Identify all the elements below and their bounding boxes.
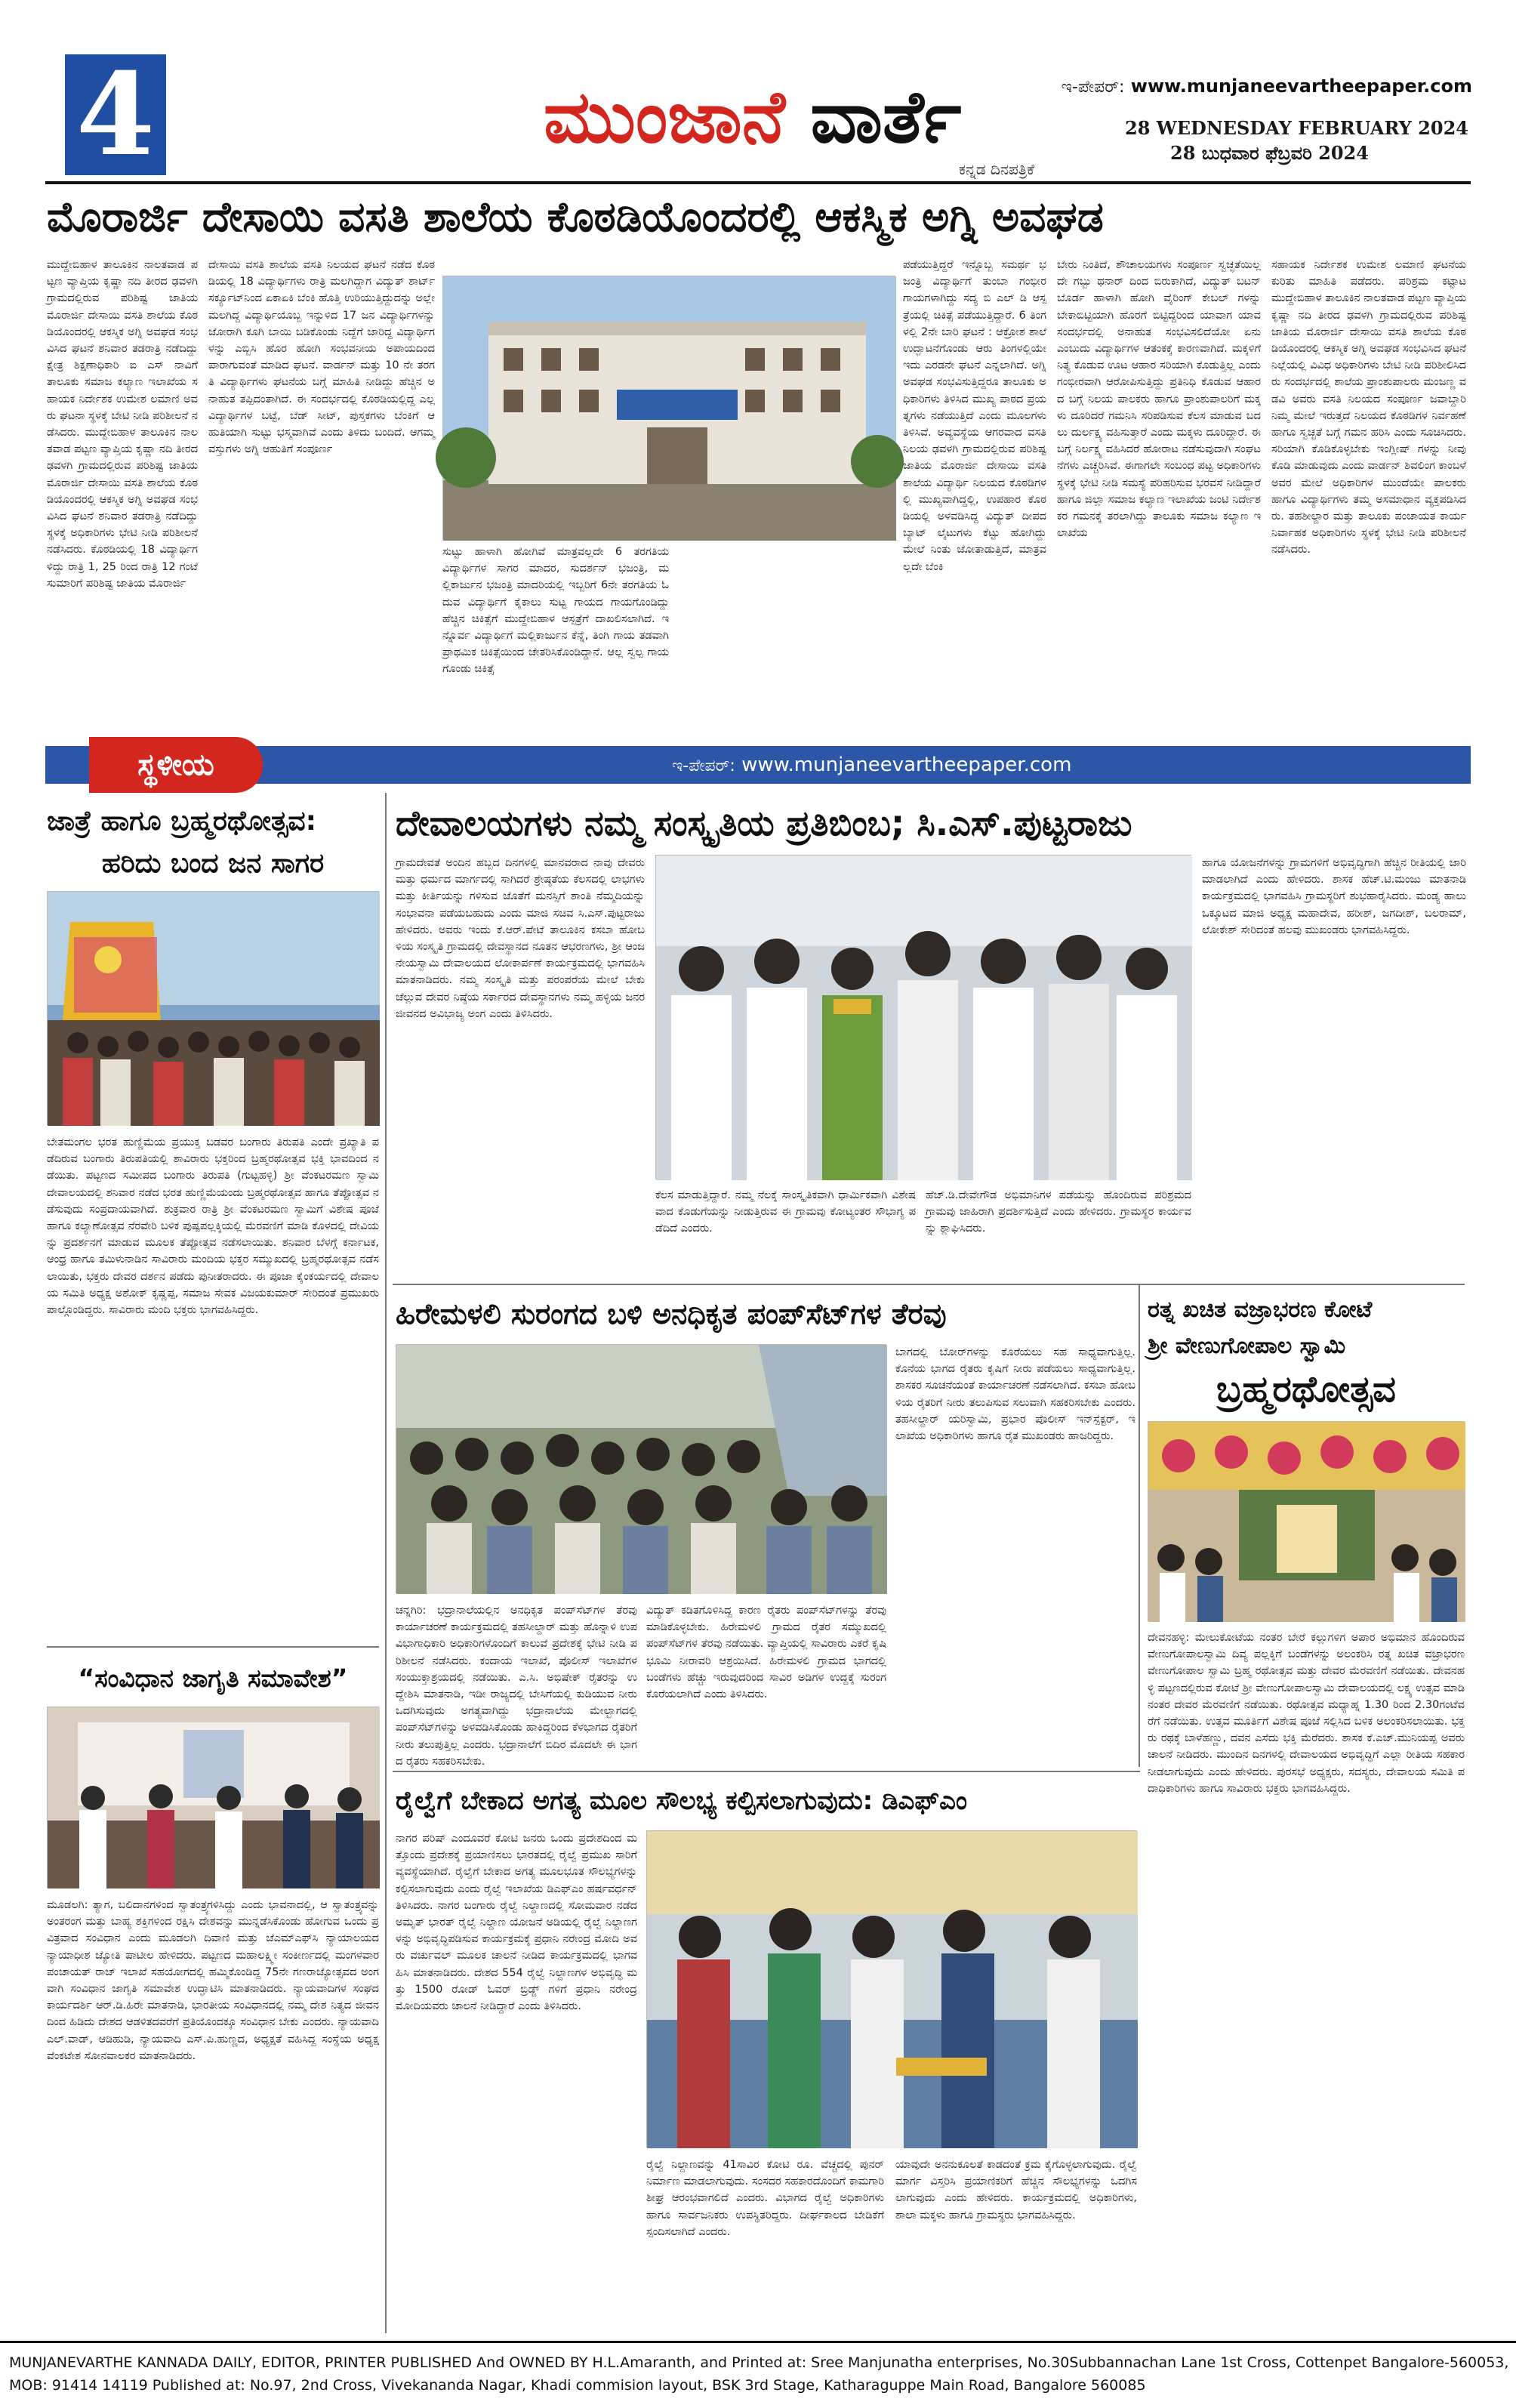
section-tag: ಸ್ಥಳೀಯ: [89, 737, 263, 793]
top-story-column-3: ಸುಟ್ಟು ಹಾಳಾಗಿ ಹೋಗಿವೆ ಮಾತ್ರವಲ್ಲದೇ 6 ತರಗತಿಯ ವಿದ್ಯಾರ್ಥಿಗಳ ಸಾಗರ ಮಾದರ, ಸುದರ್ಶನ್ ಭಜಂತ್ರಿ, ಮಲ್ಲಿಕಾರ್ಜುನ ಭಜಂತ್ರಿ ಮಾದರಿಯಲ್ಲಿ ಇಬ್ಬರಿಗೆ 6ನೇ ತರಗತಿಯ ಓದುವ ವಿದ್ಯಾರ್ಥಿಗೆ ಕೈಕಾಲು ಸುಟ್ಟ ಗಾಯದ ಗಾಯಗೊಂಡಿದ್ದು ಹೆಚ್ಚಿನ ಚಿಕಿತ್ಸೆಗೆ ಮುದ್ದೇಬಿಹಾಳ ಆಸ್ಪತ್ರೆಗೆ ದಾಖಲಿಸಲಾಗಿದೆ. ಇನ್ನೊರ್ವ ವಿದ್ಯಾರ್ಥಿಗೆ ಮಲ್ಲಿಕಾರ್ಜುನ ಕೆನ್ನೆ, ತಿಂಗಿ ಗಾಯ ತಡವಾಗಿ ಪ್ರಾಥಮಿಕ ಚಿಕಿತ್ಸೆಯಿಂದ ಚೇತರಿಸಿಕೊಂಡಿದ್ದಾನೆ. ಆಲ್ಲ ಸ್ವಲ್ಪ ಗಾಯಗೊಂಡು ಚಿಕಿತ್ಸೆ: [442, 546, 669, 676]
venugopala-body: ದೇವನಹಳ್ಳಿ: ಮೇಲುಕೋಟೆಯ ನಂತರ ಬೇರೆ ಕಲ್ಲುಗಳಿಗ ಅಪಾರ ಅಭಿಮಾನ ಹೊಂದಿರುವ ವೇಣುಗೋಪಾಲಸ್ವಾಮಿ ದಿವ್ಯ ಪಲ್ಲಕ್ಕಿಗೆ ಬಂಡೆಗಳನ್ನು ಅಲಂಕರಿಸಿ ರತ್ನ ಖಚಿತ ವಜ್ರಾಭರಣ ವೇಣುಗೋಪಾಲ ಸ್ವಾಮಿ ಬ್ರಹ್ಮ ರಥೋತ್ಸವ ಮತ್ತು ದೇವರ ಮೆರವಣಿಗೆ ನಡೆಯಿತು. ದೇವನಹಳ್ಳಿ ಪಟ್ಟಣದಲ್ಲಿರುವ ಕೋಟೆ ಶ್ರೀ ವೇಣುಗೋಪಾಲಸ್ವಾಮಿ ದೇವಾಲಯದಲ್ಲಿ ಲಕ್ಷ್ಯ ಉತ್ಸವ ಮಾಡಿ ನಂತರ ದೇವರ ಮೆರವಣಿಗೆ ನಡೆಯಿತು. ರಥೋತ್ಸವ ಮಧ್ಯಾಹ್ನ 1.30 ರಿಂದ 2.30ಗಂಟೆವರೆಗೆ ನಡೆಯಿತು. ಉತ್ಸವ ಮೂರ್ತಿಗೆ ವಿಶೇಷ ಪೂಜೆ ಸಲ್ಲಿಸಿದ ಬಳಿಕ ಅಲಂಕರಿಸಲಾಯಿತು. ಭಕ್ತರು ರಥಕ್ಕೆ ಬಾಳೆಹಣ್ಣು, ದವನ ಎಸೆದು ಭಕ್ತಿ ಮೆರೆದರು. ಶಾಸಕ ಕೆ.ಎಚ್.ಮುನಿಯಪ್ಪ ಅವರು ಚಾಲನೆ ನೀಡಿದರು. ಮುಂದಿನ ದಿನಗಳಲ್ಲಿ ದೇವಾಲಯದ ಅಭಿವೃದ್ಧಿಗೆ ಎಲ್ಲಾ ರೀತಿಯ ಸಹಕಾರ ನೀಡಲಾಗುವುದು ಎಂದು ಹೇಳಿದರು. ಪುರಸಭೆ ಅಧ್ಯಕ್ಷರು, ಸದಸ್ಯರು, ದೇವಾಲಯ ಸಮಿತಿ ಪದಾಧಿಕಾರಿಗಳು ಹಾಗೂ ಸಾವಿರಾರು ಭಕ್ತರು ಭಾಗವಹಿಸಿದ್ದರು.: [1148, 1632, 1465, 1795]
samvidhana-stage-photo: [47, 1707, 379, 1888]
epaper-header: [1019, 76, 1472, 97]
venugopala-chariot-illustration: [1148, 1422, 1465, 1622]
suranga-column-1: ಚನ್ನಗಿರಿ: ಭದ್ರಾನಾಲೆಯಲ್ಲಿನ ಅನಧಿಕೃತ ಪಂಪ್‌ಸೆಟ್‌ಗಳ ತೆರವು ಕಾರ್ಯಾಚರಣೆ ಕಾರ್ಯಕ್ರಮದಲ್ಲಿ ತಹಸೀಲ್ದಾರ್ ಮತ್ತು ಹೊನ್ನಾಳಿ ಉಪವಿಭಾಗಾಧಿಕಾರಿ ಅಧಿಕಾರಿಗಳೊಂದಿಗೆ ಕಾಲುವೆ ಪ್ರದೇಶಕ್ಕೆ ಭೇಟಿ ನೀಡಿ ಪರಿಶೀಲನೆ ನಡೆಸಿದರು. ಕಂದಾಯ ಇಲಾಖೆ, ಪೊಲೀಸ್ ಇಲಾಖೆಗಳ ಸಂಯುಕ್ತಾಶ್ರಯದಲ್ಲಿ ನಡೆಯಿತು. ಎ.ಸಿ. ಅಭಿಷೇಕ್ ರೈತರನ್ನು ಉದ್ದೇಶಿಸಿ ಮಾತನಾಡಿ, ಇಡೀ ರಾಜ್ಯದಲ್ಲಿ ಬೇಸಿಗೆಯಲ್ಲಿ ಕುಡಿಯುವ ನೀರು ಒದಗಿಸುವುದು ಅಗತ್ಯವಾಗಿದ್ದು ಭದ್ರಾನಾಲೆಯ ಮೇಲ್ಭಾಗದಲ್ಲಿ ಪಂಪ್‌ಸೆಟ್‌ಗಳನ್ನು ಅಳವಡಿಸಿಕೊಂಡು ಹಾಕಿದ್ದರಿಂದ ಕೆಳಭಾಗದ ರೈತರಿಗೆ ನೀರು ತಲುಪುತ್ತಿಲ್ಲ ಎಂದರು. ಭದ್ರಾನಾಲೆಗೆ ಬಿದಿರ ಮೊದಲೇ ಈ ಭಾಗದ ರೈತರು ಸಹಕರಿಸಬೇಕು.: [396, 1605, 637, 1768]
newspaper-title: [544, 76, 1012, 159]
railway-column-3: ಯಾವುದೇ ಅನನುಕೂಲತೆ ಕಾಡದಂತೆ ಕ್ರಮ ಕೈಗೊಳ್ಳಲಾಗುವುದು. ರೈಲ್ವೆ ಮಾರ್ಗ ವಿಸ್ತರಿಸಿ ಪ್ರಯಾಣಿಕರಿಗೆ ಹೆಚ್ಚಿನ ಸೌಲಭ್ಯಗಳನ್ನು ಒದಗಿಸಲಾಗುವುದು ಎಂದು ಹೇಳಿದರು. ಕಾರ್ಯಕ್ರಮದಲ್ಲಿ ಅಧಿಕಾರಿಗಳು, ಶಾಲಾ ಮಕ್ಕಳು ಹಾಗೂ ಗ್ರಾಮಸ್ಥರು ಭಾಗವಹಿಸಿದ್ದರು.: [895, 2159, 1137, 2221]
samvidhana-headline: “ಸಂವಿಧಾನ ಜಾಗೃತಿ ಸಮಾವೇಶ”: [78, 1663, 348, 1693]
venugopala-headline-line1: ರತ್ನ ಖಚಿತ ವಜ್ರಾಭರಣ ಕೋಟೆ: [1148, 1296, 1373, 1323]
top-story-column-6: ಸಹಾಯಕ ನಿರ್ದೇಶಕ ಉಮೇಶ ಲಮಾಣಿ ಘಟನೆಯ ಕುರಿತು ಮಾಹಿತಿ ಪಡೆದರು. ಪರಿಶ್ರಮ ಕಟ್ಟಾಟ ಮುದ್ದೇಬಿಹಾಳ ತಾಲೂಕಿನ ನಾಲತವಾಡ ಪಟ್ಟಣ ವ್ಯಾಪ್ತಿಯ ಕೃಷ್ಣಾ ನದಿ ತೀರದ ಢವಳಗಿ ಗ್ರಾಮದಲ್ಲಿರುವ ಪರಿಶಿಷ್ಟ ಜಾತಿಯ ಮೊರಾರ್ಜಿ ದೇಸಾಯಿ ವಸತಿ ಶಾಲೆಯ ಕೊಠಡಿಯೊಂದರಲ್ಲಿ ಆಕಸ್ಮಿಕ ಅಗ್ನಿ ಅವಘಡ ಸಂಭವಿಸಿದ ಘಟನೆ ನಿಲ್ಲೆಯಲ್ಲಿ ವಿವಿಧ ಅಧಿಕಾರಿಗಳು ಬೇಟಿ ನೀಡಿ ಪರಿಶೀಲಿಸಿದರು ಸಂದರ್ಭದಲ್ಲಿ ಶಾಲೆಯ ಪ್ರಾಂಶುಪಾಲರು ಮಂಜಣ್ಣ ವಡವಿ ಅವರು ವಸತಿ ನಿಲಯದ ಸಂಪೂರ್ಣ ಜವಾಬ್ದಾರಿ ನಿಮ್ಮ ಮೇಲೆ ಇರುತ್ತದೆ ನಿಲಯದ ಕೊಠಡಿಗಳ ನಿರ್ವಹಣೆ ಹಾಗೂ ಸ್ವಚ್ಛತೆ ಬಗ್ಗೆ ಗಮನ ಹರಿಸಿ ಎಂದು ಸೂಚಿಸಿದರು. ಸರಿಯಾಗಿ ಕೊಡಿಕೊಳ್ಳಬೇಕು ಇಂಗ್ಲೀಷ್ ಗಳನ್ನು ನೀವು ಕೊಡಿ ಮಾಡುವುದು ಎಂದು ವಾರ್ಡನ್ ಶಿವಲಿಂಗ ಕಾಂಬಳೆ ಅವರ ಮೇಲೆ ಅಧಿಕಾರಿಗಳ ಮುಂದೆಯೇ ಪಾಲಕರು ಹಾಗೂ ವಿದ್ಯಾರ್ಥಿಗಳು ತಮ್ಮ ಅಸಮಾಧಾನ ವ್ಯಕ್ತಪಡಿಸಿದರು. ತಹಶೀಲ್ದಾರ ಮತ್ತು ತಾಲೂಕು ಪಂಚಾಯತ ಕಾರ್ಯನಿರ್ವಾಹಕ ಅಧಿಕಾರಿಗಳು ಸ್ಥಳಕ್ಕೆ ಭೇಟಿ ನೀಡಿ ಪರಿಶೀಲನೆ ನಡೆಸಿದರು.: [1271, 259, 1466, 557]
section-epaper: [672, 751, 1216, 781]
venugopala-chariot-photo: [1148, 1421, 1465, 1621]
top-story-column-2b: [278, 393, 433, 536]
railway-column-1: ನಾಗರ ಪರಿಷ್ ಎಂದೂವರೆ ಕೋಟಿ ಜನರು ಒಂದು ಪ್ರದೇಶದಿಂದ ಮತ್ತೊಂದು ಪ್ರದೇಶಕ್ಕೆ ಪ್ರಯಾಣಿಸಲು ಭಾರತದಲ್ಲಿ ರೈಲ್ವೆ ಪ್ರಮುಖ ಸಾರಿಗೆ ವ್ಯವಸ್ಥೆಯಾಗಿದೆ. ರೈಲ್ವೆಗೆ ಬೇಕಾದ ಅಗತ್ಯ ಮೂಲಭೂತ ಸೌಲಭ್ಯಗಳನ್ನು ಕಲ್ಪಿಸಲಾಗುವುದು ಎಂದು ರೈಲ್ವೆ ಇಲಾಖೆಯ ಡಿಎಫ್ಎಂ ಹರ್ಷವರ್ಧನ್ ತಿಳಿಸಿದರು. ನಾಗರ ಬಂಗಾರು ರೈಲ್ವೆ ನಿಲ್ದಾಣದಲ್ಲಿ ಸೋಮವಾರ ನಡೆದ ಅಮೃತ್ ಭಾರತ್ ರೈಲ್ವೆ ನಿಲ್ದಾಣ ಯೋಜನೆ ಅಡಿಯಲ್ಲಿ ರೈಲ್ವೆ ನಿಲ್ದಾಣಗಳನ್ನು ಅಭಿವೃದ್ಧಿಪಡಿಸುವ ಕಾರ್ಯಕ್ರಮಕ್ಕೆ ಪ್ರಧಾನಿ ನರೇಂದ್ರ ಮೋದಿ ಅವರು ವರ್ಚುವಲ್ ಮೂಲಕ ಚಾಲನೆ ನೀಡಿದ ಕಾರ್ಯಕ್ರಮದಲ್ಲಿ ಭಾಗವಹಿಸಿ ಮಾತನಾಡಿದರು. ದೇಶದ 554 ರೈಲ್ವೆ ನಿಲ್ದಾಣಗಳ ಅಭಿವೃದ್ಧಿ ಮತ್ತು 1500 ರೋಡ್ ಓವರ್ ಬ್ರಿಡ್ಜ್ ಗಳಿಗೆ ಪ್ರಧಾನಿ ನರೇಂದ್ರ ಮೋದಿಯವರು ಚಾಲನೆ ನೀಡಿದ್ದಾರೆ ಎಂದು ತಿಳಿಸಿದರು.: [396, 1833, 637, 2013]
section-epaper-url[interactable]: www.munjaneevartheepaper.com: [741, 754, 1072, 776]
samvidhana-body: ಮೂಡಲಗಿ: ತ್ಯಾಗ, ಬಲಿದಾನಗಳಿಂದ ಸ್ವಾತಂತ್ರ್ಯಗಳಿಸಿದ್ದು ಎಂದು ಭಾವನಾದಲ್ಲಿ, ಆ ಸ್ವಾತಂತ್ರ್ಯವನ್ನು ಅಂತರಂಗ ಮತ್ತು ಬಾಹ್ಯ ಶಕ್ತಿಗಳಿಂದ ರಕ್ಷಿಸಿ ದೇಶವನ್ನು ಮುನ್ನಡೆಸಿಕೊಂಡು ಹೋಗುವ ಒಂದು ಪ್ರವಿತ್ರವಾದ ಸಂವಿಧಾನ ಎಂದು ಮೂಡಲಗಿ ದಿವಾಣಿ ಮತ್ತು ಜೆಎಮ್‌ಎಫ್‌ಸಿ ನ್ಯಾಯಾಲಯದ ನ್ಯಾಯಾಧೀಶ ಜ್ಯೋತಿ ಪಾಟೀಲ ಹೇಳಿದರು. ಪಟ್ಟಣದ ಮಹಾಲಕ್ಷ್ಮೀ ಸಂಕೀರ್ಣದಲ್ಲಿ ಮಂಗಳವಾರ ಪಂಚಾಯತ್ ರಾಜ್ ಇಲಾಖೆ ಸಹಯೋಗದಲ್ಲಿ ಹಮ್ಮಿಕೊಂಡಿದ್ದ 75ನೇ ಗಣರಾಜ್ಯೋತ್ಸವದ ಅಂಗವಾಗಿ ಸಂವಿಧಾನ ಜಾಗೃತಿ ಸಮಾವೇಶ ಉದ್ಘಾಟಿಸಿ ಮಾತನಾಡಿದರು. ನ್ಯಾಯವಾದಿಗಳ ಸಂಘದ ಕಾರ್ಯದರ್ಶಿ ಆರ್.ಡಿ.ಹಿರೇ ಮಾತನಾಡಿ, ಭಾರತೀಯ ಸಂವಿಧಾನದಲ್ಲಿ ನಮ್ಮ ದೇಶ ನಿತ್ಯದ ಜೀವನದಿಂದ ಹಿಡಿದು ದೇಶದ ಆಡಳಿತದವರೆಗೆ ಪ್ರತಿಯೊಂದಕ್ಕೂ ಸಂವಿಧಾನ ಬೇಕು ಎಂದರು. ನ್ಯಾಯವಾದಿ ಎಲ್.ವಾಡ್, ಆಡಿಹುಡಿ, ನ್ಯಾಯವಾದಿ ಎಸ್.ಪಿ.ಹುಣ್ಣದ, ಅಧ್ಯಕ್ಷತೆ ವಹಿಸಿದ್ದ ಸಂಸ್ಥೆಯ ಅಧ್ಯಕ್ಷ ವೆಂಕಟೇಶ ಸೋನವಾಲಕರ ಮಾತನಾಡಿದರು.: [47, 1899, 379, 2062]
railway-ceremony-illustration: [647, 1831, 1138, 2148]
footer-imprint: [9, 2351, 1511, 2397]
school-building-photo: [442, 276, 895, 540]
top-story-column-4b: [679, 544, 891, 732]
top-story-column-4: ಪಡೆಯುತ್ತಿದ್ದರೆ ಇನ್ನೊಬ್ಬ ಸಮರ್ಥ ಭಜಂತ್ರಿ ವಿದ್ಯಾರ್ಥಿಗೆ ತುಂಬಾ ಗಂಭೀರ ಗಾಯಗಳಾಗಿದ್ದು ಸದ್ಯ ಬಿ ಎಲ್ ಡಿ ಆಸ್ಪತ್ರೆಯಲ್ಲಿ ಚಿಕಿತ್ಸೆ ಪಡೆಯುತ್ತಿದ್ದಾರೆ. 6 ತಿಂಗಳಲ್ಲಿ 2ನೇ ಬಾರಿ ಘಟನೆ : ಆಕ್ರೋಶ ಶಾಲೆ ಉದ್ಘಾಟನೆಗೊಂಡು ಆರು ತಿಂಗಳಲ್ಲಿಯೇ ಇದು ಎರಡನೇ ಘಟನೆ ಎನ್ನಲಾಗಿದೆ. ಅಗ್ನಿ ಅವಘಡ ಸಂಭವಿಸುತ್ತಿದ್ದರೂ ತಾಲೂಕು ಅಧಿಕಾರಿಗಳು ತಿಳಿಸಿದ ಮುಖ್ಯ ಪಾಠದ ಪ್ರಯತ್ನಗಳು ನಡೆಯುತ್ತಿದೆ ಎಂದು ಮೂಲಗಳು ತಿಳಿಸಿವೆ. ಅವ್ಯವಸ್ಥೆಯ ಆಗರವಾದ ವಸತಿ ನಿಲಯ ಢವಳಗಿ ಗ್ರಾಮದಲ್ಲಿರುವ ಪರಿಶಿಷ್ಟ ಜಾತಿಯ ಮೊರಾರ್ಜಿ ದೇಸಾಯಿ ವಸತಿ ಶಾಲೆಯ ವಿದ್ಯಾರ್ಥಿ ನಿಲಯದ ಕೊಠಡಿಗಳಲ್ಲಿ ಮುಖ್ಯವಾಗಿದ್ದಲ್ಲಿ, ಉಪಹಾರ ಕೊಠಡಿಯಲ್ಲಿ ಅಳವಡಿಸಿದ್ದ ವಿದ್ಯುತ್ ದೀಪದ ಬ್ಯಾಟ್ ಲೈಟುಗಳು ಕೆಟ್ಟು ಹೋಗಿದ್ದು ಮೇಲೆ ನಿಂತು ಜೋತಾಡುತ್ತಿದೆ, ಮಾತ್ರವಲ್ಲದೇ ಬೆಂಕಿ: [903, 259, 1046, 573]
school-building-illustration: [443, 276, 896, 541]
suranga-column-3: ಬಾಗದಲ್ಲಿ ಬೋರ್‌ಗಳನ್ನು ಕೊರೆಯಲು ಸಹ ಸಾಧ್ಯವಾಗುತ್ತಿಲ್ಲ. ಕೊನೆಯ ಭಾಗದ ರೈತರು ಕೃಷಿಗೆ ನೀರು ಪಡೆಯಲು ಸಾಧ್ಯವಾಗುತ್ತಿಲ್ಲ. ಶಾಸಕರ ಸೂಚನೆಯಂತೆ ಕಾರ್ಯಾಚರಣೆ ನಡೆಸಲಾಗಿದೆ. ಕಸಬಾ ಹೋಬಳಿಯ ರೈತರಿಗೆ ನೀರು ತಲುಪಿಸುವ ಸಲುವಾಗಿ ಸಹಕರಿಸಬೇಕು ಎಂದರು. ತಹಸೀಲ್ದಾರ್ ಯರಿಸ್ವಾಮಿ, ಪ್ರಭಾರ ಪೊಲೀಸ್ ಇನ್‌ಸ್ಪೆಕ್ಟರ್, ಇಲಾಖೆಯ ಅಧಿಕಾರಿಗಳು ಹಾಗೂ ರೈತ ಮುಖಂಡರು ಹಾಜರಿದ್ದರು.: [895, 1346, 1135, 1443]
devalaya-dignitaries-photo: [655, 855, 1191, 1179]
railway-column-2: ರೈಲ್ವೆ ನಿಲ್ದಾಣವನ್ನು 41ಸಾವಿರ ಕೋಟಿ ರೂ. ವೆಚ್ಚದಲ್ಲಿ ಪುನರ್ ನಿರ್ಮಾಣ ಮಾಡಲಾಗುವುದು. ಸಂಸದರ ಸಹಕಾರದೊಂದಿಗೆ ಕಾಮಗಾರಿ ಶೀಘ್ರ ಆರಂಭವಾಗಲಿದೆ ಎಂದರು. ವಿಭಾಗದ ರೈಲ್ವೆ ಅಧಿಕಾರಿಗಳು ಹಾಗೂ ಸಾರ್ವಜನಿಕರು ಉಪಸ್ಥಿತರಿದ್ದರು. ದೀರ್ಘಕಾಲದ ಬೇಡಿಕೆಗೆ ಸ್ಪಂದಿಸಲಾಗಿದೆ ಎಂದರು.: [646, 2159, 884, 2238]
column-divider-left: [385, 793, 387, 2333]
row-divider-2: [393, 1771, 1140, 1772]
epaper-label: ಇ-ಪೇಪರ್:: [1061, 78, 1125, 97]
masthead-rule: [45, 181, 1471, 184]
railway-ceremony-photo: [646, 1830, 1137, 2147]
section-epaper-label: ಇ-ಪೇಪರ್:: [672, 757, 735, 775]
devalaya-column-2: ಕೆಲಸ ಮಾಡುತ್ತಿದ್ದಾರೆ. ನಮ್ಮ ನೆಲಕ್ಕೆ ಸಾಂಸ್ಕೃತಿಕವಾಗಿ ಧಾರ್ಮಿಕವಾಗಿ ವಿಶೇಷವಾದ ಕೊಡುಗೆಯನ್ನು ನೀಡುತ್ತಿರುವ ಈ ಗ್ರಾಮವು ಕೋಟ್ಯಂತರ ಸೌಭಾಗ್ಯ ಪಡೆದಿದೆ ಎಂದರು.: [655, 1189, 916, 1235]
newspaper-subtitle: ಕನ್ನಡ ದಿನಪತ್ರಿಕೆ: [959, 160, 1035, 178]
footer-line-1: MUNJANEVARTHE KANNADA DAILY, EDITOR, PRINTER PUBLISHED And OWNED BY H.L.Amaranth, and Printed at: Sree Manjunatha enterprises, No.30Subbannachan Lane 1st Cross, Cottenpet Bangalore-560053,: [9, 2354, 1509, 2371]
epaper-url[interactable]: www.munjaneevartheepaper.com: [1130, 76, 1472, 97]
footer-line-2: MOB: 91414 14119 Published at: No.97, 2nd Cross, Vivekananda Nagar, Khadi commision layout, BSK 3rd Stage, Katharaguppe Main Road, Bangalore 560085: [9, 2377, 1146, 2394]
column-divider-right: [1139, 1284, 1140, 1767]
suranga-headline: ಹಿರೇಮಳಲಿ ಸುರಂಗದ ಬಳಿ ಅನಧಿಕೃತ ಪಂಪ್‌ಸೆಟ್‌ಗಳ ತೆರವು: [396, 1297, 947, 1330]
devalaya-column-3: ಹೆಚ್.ಡಿ.ದೇವೇಗೌಡ ಅಭಿಮಾನಿಗಳ ಪಡೆಯನ್ನು ಹೊಂದಿರುವ ಪರಿಶ್ರಮದ ಗ್ರಾಮವು ಜಾಹಿರಾಗಿ ಪ್ರದರ್ಶಿಸುತ್ತಿದೆ ಎಂದು ಹೇಳಿದರು. ಗ್ರಾಮಸ್ಥರ ಕಾರ್ಯವನ್ನು ಶ್ಲಾಘಿಸಿದರು.: [926, 1189, 1191, 1235]
jatre-body: ಬೇತಮಂಗಲ ಭರತ ಹುಣ್ಣಿಮೆಯ ಪ್ರಯುಕ್ತ ಬಡವರ ಬಂಗಾರು ತಿರುಪತಿ ಎಂದೇ ಪ್ರಖ್ಯಾತಿ ಪಡೆದಿರುವ ಬಂಗಾರು ತಿರುಪತಿಯಲ್ಲಿ ಶಾವಿರಾರು ಭಕ್ತರಿಂದ ಬ್ರಹ್ಮರಥೋತ್ಸವ ಭಕ್ತಿ ಭಾವದಿಂದ ನಡೆಯಿತು. ಪಟ್ಟಣದ ಸಮೀಪದ ಬಂಗಾರು ತಿರುಪತಿ (ಗುಟ್ಟಹಳ್ಳಿ) ಶ್ರೀ ವೆಂಕಟರಮಣ ಸ್ವಾಮಿ ದೇವಾಲಯದಲ್ಲಿ ಶನಿವಾರ ನಡೆದ ಭರತ ಹುಣ್ಣಿಮೆಯಂದು ಬ್ರಹ್ಮರಥೋತ್ಸವ ಹಾಗೂ ತೆಪ್ಪೋತ್ಸವ ನಡೆಸುವುದು ಸಂಪ್ರದಾಯವಾಗಿದೆ. ಶುಕ್ರವಾರ ರಾತ್ರಿ ಶ್ರೀ ವೆಂಕಟರಮಣ ಸ್ವಾಮಿಗೆ ವಿಶೇಷ ಪೂಜೆ ಹಾಗೂ ಕಲ್ಯಾಣೋತ್ಸವ ನೆರವೇರಿ ಬಳಿಕ ಪುಷ್ಪಪಲ್ಲಕ್ಕಿಯಲ್ಲಿ ಮೆರವಣಿಗೆ ಮಾಡಿ ಕೊಳದಲ್ಲಿ ದೇವಿಯನ್ನು ಪ್ರದರ್ಶನಗೆ ಮಾಡುವ ಮೂಲಕ ತೆಪ್ಪೋತ್ಸವ ನಡೆಸಲಾಯಿತು. ಶನಿವಾರ ಬೆಳಗ್ಗೆ ಕರ್ನಾಟಕ, ಆಂಧ್ರ ಹಾಗೂ ತಮಿಳುನಾಡಿನ ಸಾವಿರಾರು ಮಂದಿಯ ಭಕ್ತರ ಸಮ್ಮುಖದಲ್ಲಿ ಬ್ರಹ್ಮರಥೋತ್ಸವ ನಡೆಸಲಾಯಿತು, ಭಕ್ತರು ದೇವರ ದರ್ಶನ ಪಡೆದು ಪುನೀತರಾದರು. ಈ ಪೂಜಾ ಕೈಂಕರ್ಯದಲ್ಲಿ ದೇವಾಲಯ ಸಮಿತಿ ಅಧ್ಯಕ್ಷ ಅಶೋಕ್ ಕೃಷ್ಣಪ್ಪ, ಸಮಾಜ ಸೇವಕ ವಿಜಯಕುಮಾರ್ ಸೇರಿದಂತೆ ಪ್ರಮುಖರು ಪಾಲ್ಗೊಂಡಿದ್ದರು. ಸಾವಿರಾರು ಮಂದಿ ಭಕ್ತರು ಭಾಗವಹಿಸಿದ್ದರು.: [47, 1136, 379, 1317]
jatre-crowd-photo: [47, 891, 379, 1125]
top-story-column-2a: ದೇಸಾಯಿ ವಸತಿ ಶಾಲೆಯ ವಸತಿ ನಿಲಯದ ಘಟನೆ ನಡೆದ ಕೊಠಡಿಯಲ್ಲಿ 18 ವಿದ್ಯಾರ್ಥಿಗಳು ರಾತ್ರಿ ಮಲಗಿದ್ದಾಗ ವಿದ್ಯುತ್ ಶಾರ್ಟ್ ಸರ್ಕ್ಯೂಟ್‌ನಿಂದ ಏಕಾಏಕಿ ಬೆಂಕಿ ಹೊತ್ತಿ ಉರಿಯುತ್ತಿದ್ದುದನ್ನು ಅಲ್ಲೇ ಮಲಗಿದ್ದ ವಿದ್ಯಾರ್ಥಿಯೊಬ್ಬ ಇನ್ನುಳಿದ 17 ಜನ ವಿದ್ಯಾರ್ಥಿಗಳನ್ನು ಜೋರಾಗಿ ಕೂಗಿ ಬಾಯಿ ಬಡಿಕೊಂಡು ನಿದ್ದೆಗೆ ಜಾರಿದ್ದ ವಿದ್ಯಾರ್ಥಿಗಳನ್ನು ಎಬ್ಬಿಸಿ ಹೊರ ಹೋಗಿ ಸಂಭವನೀಯ ಅಪಾಯದಿಂದ ಪಾರಾಗುವಂತೆ ಮಾಡಿದ ಘಟನೆ. ವಾರ್ಡನ್ ಮತ್ತು 10 ನೇ ತರಗತಿ ವಿದ್ಯಾರ್ಥಿಗಳು ಘಟನೆಯ ಬಗ್ಗೆ ಮಾಹಿತಿ ನೀಡಿದ್ದು ಹೆಚ್ಚಿನ ಅನಾಹುತ ತಪ್ಪಿದಂತಾಗಿದೆ. ಈ ಸಂದರ್ಭದಲ್ಲಿ ಕೊಠಡಿಯಲ್ಲಿದ್ದ ಎಲ್ಲ ವಿದ್ಯಾರ್ಥಿಗಳ ಬಟ್ಟೆ, ಬೆಡ್ ಸೀಟ್, ಪುಸ್ತಕಗಳು ಬೆಂಕಿಗೆ ಆಹುತಿಯಾಗಿ ಸುಟ್ಟು ಭಸ್ಮವಾಗಿವೆ ಎಂದು ತಿಳಿದು ಬಂದಿದೆ. ಆಗಮ್ಮ ವಸ್ತುಗಳು ಅಗ್ನಿ ಆಹುತಿಗೆ ಸಂಪೂರ್ಣ: [208, 259, 435, 456]
devalaya-dignitaries-illustration: [656, 856, 1192, 1180]
issue-date-english: 28 WEDNESDAY FEBRUARY 2024: [1125, 117, 1468, 139]
jatre-headline-line1: ಜಾತ್ರೆ ಹಾಗೂ ಬ್ರಹ್ಮರಥೋತ್ಸವ:: [47, 806, 317, 837]
title-black-part: ವಾರ್ತೆ: [810, 75, 962, 159]
devalaya-column-4: ಹಾಗೂ ಯೋಜನೆಗಳನ್ನು ಗ್ರಾಮಗಳಿಗೆ ಅಭಿವೃದ್ಧಿಗಾಗಿ ಹೆಚ್ಚಿನ ರೀತಿಯಲ್ಲಿ ಜಾರಿ ಮಾಡಲಾಗಿದೆ ಎಂದು ಹೇಳಿದರು. ಶಾಸಕ ಹೆಚ್.ಟಿ.ಮಂಜು ಮಾತನಾಡಿ ಕಾರ್ಯಕ್ರಮದಲ್ಲಿ ಭಾಗವಹಿಸಿ ಗ್ರಾಮಸ್ಥರಿಗೆ ಶುಭಹಾರೈಸಿದರು. ಮಂಡ್ಯ ಹಾಲು ಒಕ್ಕೂಟದ ಮಾಜಿ ಅಧ್ಯಕ್ಷ ಮಹಾದೇವ, ಹರೀಶ್, ಜಗದೀಶ್, ಬಲರಾಮ್, ಲೋಕೇಶ್ ಸೇರಿದಂತೆ ಹಲವು ಮುಖಂಡರು ಭಾಗವಹಿಸಿದ್ದರು.: [1202, 857, 1466, 936]
samvidhana-stage-illustration: [48, 1707, 380, 1888]
left-row-divider: [47, 1646, 379, 1648]
jatre-crowd-illustration: [48, 892, 380, 1126]
suranga-column-2: ವಿದ್ಯುತ್ ಕಡಿತಗೊಳಿಸಿದ್ದ ಕಾರಣ ರೈತರು ಪಂಪ್‌ಸೆಟ್‌ಗಳನ್ನು ತೆರವು ಮಾಡಿಕೊಳ್ಳಬೇಕು. ಹಿರೇಮಳಲಿ ಗ್ರಾಮದ ರೈತರ ಸಮ್ಮುಖದಲ್ಲಿ ಪಂಪ್‌ಸೆಟ್‌ಗಳ ತೆರವು ನಡೆಯಿತು. ವ್ಯಾಪ್ತಿಯಲ್ಲಿ ಸಾವಿರಾರು ಎಕರೆ ಕೃಷಿ ಭೂಮಿ ನೀರಾವರಿ ಆಶ್ರಯಿಸಿದೆ. ಹಿರೇಮಳಲಿ ಗ್ರಾಮದ ಭಾಗದಲ್ಲಿ ಬಂಡೆಗಳು ಹೆಚ್ಚು ಇರುವುದರಿಂದ ಸಾವಿರ ಅಡಿಗಳ ಉದ್ದಕ್ಕೆ ಸುರಂಗ ಕೊರೆಯಲಾಗಿದೆ ಎಂದು ತಿಳಿಸಿದರು.: [646, 1605, 886, 1701]
venugopala-headline-line3: ಬ್ರಹ್ಮರಥೋತ್ಸವ: [1216, 1368, 1397, 1411]
top-story-headline: ಮೊರಾರ್ಜಿ ದೇಸಾಯಿ ವಸತಿ ಶಾಲೆಯ ಕೊಠಡಿಯೊಂದರಲ್ಲಿ ಆಕಸ್ಮಿಕ ಅಗ್ನಿ ಅವಘಡ: [47, 193, 1104, 241]
top-story-column-5: ಬೇರು ನಿಂತಿದೆ, ಶೌಚಾಲಯಗಳು ಸಂಪೂರ್ಣ ಸ್ವಚ್ಛತೆಯಿಲ್ಲದೇ ಗಬ್ಬು ಥನಾರ್ ದಿಂದ ಬಿರುಕಾಗಿದೆ, ವಿದ್ಯುತ್ ಬಟನ್ ಬೊರ್ಡ ಹಾಳಾಗಿ ಹೋಗಿ ವೈರಿಂಗ್ ಕೇಬಲ್ ಗಳನ್ನು ಬೇಕಾಬಿಟ್ಟಿಯಾಗಿ ಹೊರಗೆ ಬಿಟ್ಟಿದ್ದರಿಂದ ಯಾವಾಗ ಯಾವ ಸಂದರ್ಭದಲ್ಲಿ ಅನಾಹುತ ಸಂಭವಿಸಲಿದೆಯೋ ಏನು ಎಂಬುದು ವಿದ್ಯಾರ್ಥಿಗಳ ಆತಂಕಕ್ಕೆ ಕಾರಣವಾಗಿದೆ. ಮಕ್ಕಳಿಗೆ ನಿತ್ಯ ಕೊಡುವ ಊಟ ಆಹಾರ ಸರಿಯಾಗಿ ಕೊಡುತ್ತಿಲ್ಲ ಎಂದು ಗಂಭೀರವಾಗಿ ಆರೋಪಿಸುತ್ತಿದ್ದು ಪ್ರತಿನಿಧಿ ಕೊಡುವ ಆಹಾರದ ಬಗ್ಗೆ ನಿಲಯ ಪಾಲಕರು ಹಾಗೂ ಪ್ರಾಂಶುಪಾಲರಿಗೆ ಮಕ್ಕಳು ದೂರಿದರೆ ಗಮನಿಸಿ ಸರಿಪಡಿಸುವ ಕೆಲಸ ಮಾಡುವ ಬದಲು ದುರ್ಲಕ್ಷ್ಯ ವಹಿಸುತ್ತಾರೆ ಎಂದು ಮಕ್ಕಳು ದೂರಿದ್ದಾರೆ. ಈ ಬಗ್ಗೆ ನಿರ್ಲಕ್ಷ್ಯ ವಹಿಸಿದರೆ ಹೋರಾಟ ನಡೆಸುವುದಾಗಿ ಸಂಘಟನೆಗಳು ಎಚ್ಚರಿಸಿವೆ. ಈಗಾಗಲೇ ಸಂಬಂಧ ಪಟ್ಟ ಅಧಿಕಾರಿಗಳು ಸ್ಥಳಕ್ಕೆ ಭೇಟಿ ನೀಡಿ ಸಮಸ್ಯೆ ಪರಿಹರಿಸುವ ಭರವಸೆ ನೀಡಿದ್ದಾರೆ ಹಾಗೂ ಜಿಲ್ಲಾ ಸಮಾಜ ಕಲ್ಯಾಣ ಇಲಾಖೆಯ ಜಂಟಿ ನಿರ್ದೇಶಕರ ಗಮನಕ್ಕೆ ತರಲಾಗಿದ್ದು ತಾಲೂಕು ಸಮಾಜ ಕಲ್ಯಾಣ ಇಲಾಖೆಯ: [1057, 259, 1261, 540]
row-divider-1: [393, 1284, 1465, 1285]
suranga-farmers-illustration: [396, 1345, 887, 1594]
devalaya-column-1: ಗ್ರಾಮದೇವತೆ ಅಂದಿನ ಹಬ್ಬದ ದಿನಗಳಲ್ಲಿ ಮಾನವರಾದ ನಾವು ದೇವರು ಮತ್ತು ಧರ್ಮದ ಮಾರ್ಗದಲ್ಲಿ ಸಾಗಿದರೆ ಶ್ರೇಷ್ಠತೆಯ ಕೆಲಸದಲ್ಲಿ ಲಾಭಗಳು ಮತ್ತು ಕೀರ್ತಿಯನ್ನು ಗಳಿಸುವ ಜೊತೆಗೆ ಮನಸ್ಸಿಗೆ ಶಾಂತಿ ನೆಮ್ಮದಿಯನ್ನು ಸಂಭಾವನಾ ಪಡೆಯಬಹುದು ಎಂದು ಮಾಜಿ ಸಚಿವ ಸಿ.ಎಸ್.ಪುಟ್ಟರಾಜು ಹೇಳಿದರು. ಅವರು ಇಂದು ಕೆ.ಆರ್.ಪೇಟೆ ತಾಲೂಕಿನ ಕಸಬಾ ಹೋಬಳಿಯ ಸಂಸ್ಕೃತಿ ಗ್ರಾಮದಲ್ಲಿ ದೇವಸ್ಥಾನದ ನೂತನ ಆಭರಣಗಳು, ಶ್ರೀ ಆಂಜನೇಯಸ್ವಾಮಿ ದೇವಾಲಯದ ಲೋಕಾರ್ಪಣೆ ಕಾರ್ಯಕ್ರಮದಲ್ಲಿ ಭಾಗವಹಿಸಿ ಮಾತನಾಡಿದರು. ನಮ್ಮ ಸಂಸ್ಕೃತಿ ಮತ್ತು ಪರಂಪರೆಯ ಮೇಲೆ ಬೇಕು ಚೆಲ್ಲುವ ದೇವರ ನಿಷ್ಠೆಯ ಸರ್ಕಾರದ ದೇವಸ್ಥಾನಗಳು ನಮ್ಮ ಹಳ್ಳಿಯ ಜನರ ಜೀವನದ ಅವಿಭಾಜ್ಯ ಅಂಗ ಎಂದು ತಿಳಿಸಿದರು.: [396, 857, 645, 1020]
venugopala-headline-line2: ಶ್ರೀ ವೇಣುಗೋಪಾಲ ಸ್ವಾಮಿ: [1148, 1333, 1346, 1359]
issue-date-kannada: 28 ಬುಧವಾರ ಫೆಬ್ರವರಿ 2024: [1170, 142, 1369, 164]
top-story-column-1: ಮುದ್ದೇಬಿಹಾಳ ತಾಲೂಕಿನ ನಾಲತವಾಡ ಪಟ್ಟಣ ವ್ಯಾಪ್ತಿಯ ಕೃಷ್ಣಾ ನದಿ ತೀರದ ಢವಳಗಿ ಗ್ರಾಮದಲ್ಲಿರುವ ಪರಿಶಿಷ್ಟ ಜಾತಿಯ ಮೊರಾರ್ಜಿ ದೇಸಾಯಿ ವಸತಿ ಶಾಲೆಯ ಕೊಠಡಿಯೊಂದರಲ್ಲಿ ಆಕಸ್ಮಿಕ ಅಗ್ನಿ ಅವಘಡ ಸಂಭವಿಸಿದ ಘಟನೆ ಶನಿವಾರ ತಡರಾತ್ರಿ ನಡೆದಿದ್ದು ಕ್ಷೇತ್ರ ಶಿಕ್ಷಣಾಧಿಕಾರಿ ಐ ಎಸ್ ನಾವಿಗೆ ತಾಲೂಕು ಸಮಾಜ ಕಲ್ಯಾಣ ಇಲಾಖೆಯ ಸಹಾಯಕ ನಿರ್ದೇಶಕ ಉಮೇಶ ಲಮಾಣಿ ಅವರು ಘಟನಾ ಸ್ಥಳಕ್ಕೆ ಬೇಟಿ ನೀಡಿ ಪರಿಶೀಲನೆ ನಡೆಸಿದರು. ಮುದ್ದೇಬಿಹಾಳ ತಾಲೂಕಿನ ನಾಲತವಾಡ ಪಟ್ಟಣ ವ್ಯಾಪ್ತಿಯ ಕೃಷ್ಣಾ ನದಿ ತೀರದ ಢವಳಗಿ ಗ್ರಾಮದಲ್ಲಿರುವ ಪರಿಶಿಷ್ಟ ಜಾತಿಯ ಮೊರಾರ್ಜಿ ದೇಸಾಯಿ ವಸತಿ ಶಾಲೆಯ ಕೊಠಡಿಯೊಂದರಲ್ಲಿ ಆಕಸ್ಮಿಕ ಅಗ್ನಿ ಅವಘಡ ಸಂಭವಿಸಿದ ಘಟನೆ ಶನಿವಾರ ತಡರಾತ್ರಿ ನಡೆದಿದ್ದು ಸ್ಥಳಕ್ಕೆ ಅಧಿಕಾರಿಗಳು ಭೇಟಿ ನೀಡಿ ಪರಿಶೀಲನೆ ನಡೆಸಿದರು. ಕೊಠಡಿಯಲ್ಲಿ 18 ವಿದ್ಯಾರ್ಥಿಗಳಿದ್ದು ರಾತ್ರಿ 1, 25 ರಿಂದ ರಾತ್ರಿ 12 ಗಂಟೆ ಸುಮಾರಿಗೆ ಪರಿಶಿಷ್ಟ ಜಾತಿಯ ಮೊರಾರ್ಜಿ: [47, 259, 198, 590]
devalaya-headline: ದೇವಾಲಯಗಳು ನಮ್ಮ ಸಂಸ್ಕೃತಿಯ ಪ್ರತಿಬಿಂಬ; ಸಿ.ಎಸ್.ಪುಟ್ಟರಾಜು: [396, 803, 1132, 843]
title-red-part: ಮುಂಜಾನೆ: [544, 75, 811, 159]
railway-headline: ರೈಲ್ವೆಗೆ ಬೇಕಾದ ಅಗತ್ಯ ಮೂಲ ಸೌಲಭ್ಯ ಕಲ್ಪಿಸಲಾಗುವುದು: ಡಿಎಫ್ಎಂ: [396, 1786, 968, 1816]
suranga-farmers-photo: [396, 1344, 886, 1593]
page-number: 4: [65, 54, 166, 175]
jatre-headline-line2: ಹರಿದು ಬಂದ ಜನ ಸಾಗರ: [101, 848, 325, 879]
